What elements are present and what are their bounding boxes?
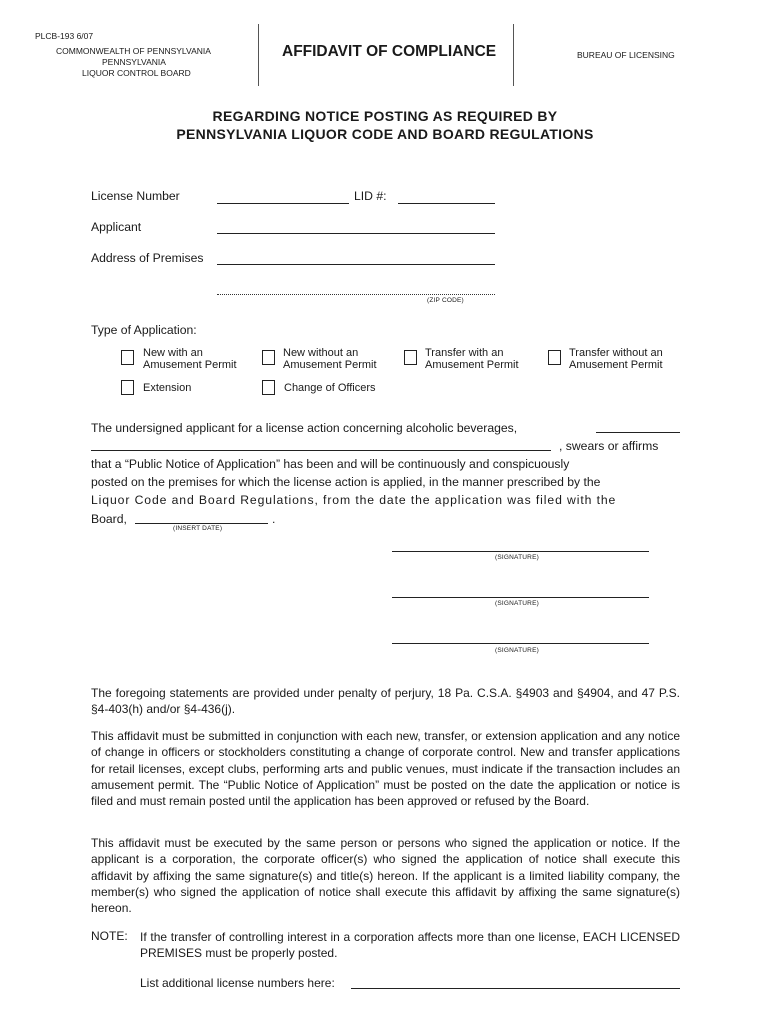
note-text: If the transfer of controlling interest in a corporation affects more than one license, EACH LICENSED PREMISES must be properly posted. [140,930,680,961]
signature-caption-2: (SIGNATURE) [495,600,539,607]
address-label: Address of Premises [91,251,204,265]
license-number-field[interactable] [217,203,349,204]
bureau-name: BUREAU OF LICENSING [577,50,675,60]
subtitle-line1: REGARDING NOTICE POSTING AS REQUIRED BY [212,108,558,124]
header-divider-left [258,24,259,86]
option-new-with-permit-line1: New with an [143,347,203,359]
additional-licenses-label: List additional license numbers here: [140,976,335,990]
option-new-without-permit-line2: Amusement Permit [283,359,377,371]
statement-line6-prefix: Board, [91,512,127,526]
statement-line4: posted on the premises for which the license action is applied, in the manner prescribed by the [91,475,601,489]
statement-line2: , swears or affirms [559,439,659,453]
form-title: AFFIDAVIT OF COMPLIANCE [282,43,497,60]
applicant-field[interactable] [217,233,495,234]
form-number: PLCB-193 6/07 [35,31,94,41]
checkbox-change-of-officers[interactable] [262,380,275,395]
agency-line1: COMMONWEALTH OF PENNSYLVANIA [56,46,211,56]
insert-date-caption: (INSERT DATE) [173,525,223,532]
checkbox-transfer-without-permit[interactable] [548,350,561,365]
additional-licenses-field[interactable] [351,988,680,989]
option-new-with-permit-line2: Amusement Permit [143,359,237,371]
checkbox-transfer-with-permit[interactable] [404,350,417,365]
signature-caption-3: (SIGNATURE) [495,647,539,654]
signature-line-1[interactable] [392,551,649,552]
license-number-label: License Number [91,189,180,203]
applicant-label: Applicant [91,220,142,234]
option-transfer-without-permit-line2: Amusement Permit [569,359,663,371]
statement-line1: The undersigned applicant for a license action concerning alcoholic beverages, [91,421,518,435]
option-transfer-with-permit-line1: Transfer with an [425,347,504,359]
note-label: NOTE: [91,929,128,943]
zip-caption: (ZIP CODE) [427,297,464,304]
applicant-name-field[interactable] [91,450,551,451]
header-divider-right [513,24,514,86]
option-change-of-officers: Change of Officers [284,382,376,394]
agency-line3: LIQUOR CONTROL BOARD [82,68,191,78]
signature-line-3[interactable] [392,643,649,644]
execution-paragraph: This affidavit must be executed by the same person or persons who signed the application or notice. If the applicant is a corporation, the corporate officer(s) who signed the application of notice shall execute this affidavit by affixing the same signature(s) and title(s) hereon. If the applicant is a limited liability company, the member(s) who signed the application of notice shall execute this affidavit by affixing the same signature(s) hereon. [91,836,680,916]
option-transfer-without-permit-line1: Transfer without an [569,347,663,359]
signature-caption-1: (SIGNATURE) [495,554,539,561]
statement-line5: Liquor Code and Board Regulations, from the date the application was filed with the [91,493,617,507]
option-new-without-permit-line1: New without an [283,347,359,359]
subtitle-line2: PENNSYLVANIA LIQUOR CODE AND BOARD REGULATIONS [176,126,594,142]
statement-line6-suffix: . [272,512,276,526]
submission-paragraph: This affidavit must be submitted in conjunction with each new, transfer, or extension application and any notice of change in officers or stockholders constituting a change of corporate control. New and transfer applications for retail licenses, except clubs, performing arts and public venues, must indicate if the transaction includes an amusement permit. The “Public Notice of Application” must be posted on the date the application or notice is filed and must remain posted until the application has been approved or refused by the Board. [91,729,680,809]
address-field[interactable] [217,264,495,265]
lid-label: LID #: [354,189,387,203]
agency-line2: PENNSYLVANIA [102,57,166,67]
address-field-line2[interactable] [217,294,495,295]
beverage-type-field[interactable] [596,432,680,433]
perjury-paragraph: The foregoing statements are provided under penalty of perjury, 18 Pa. C.S.A. §4903 and §4904, and 47 P.S. §4-403(h) and/or §4-436(j). [91,686,680,717]
signature-line-2[interactable] [392,597,649,598]
lid-field[interactable] [398,203,495,204]
insert-date-field[interactable] [135,523,268,524]
statement-line3: that a “Public Notice of Application” has been and will be continuously and conspicuously [91,457,570,471]
option-transfer-with-permit-line2: Amusement Permit [425,359,519,371]
option-extension: Extension [143,382,192,394]
checkbox-extension[interactable] [121,380,134,395]
checkbox-new-without-permit[interactable] [262,350,275,365]
checkbox-new-with-permit[interactable] [121,350,134,365]
application-type-label: Type of Application: [91,323,197,337]
